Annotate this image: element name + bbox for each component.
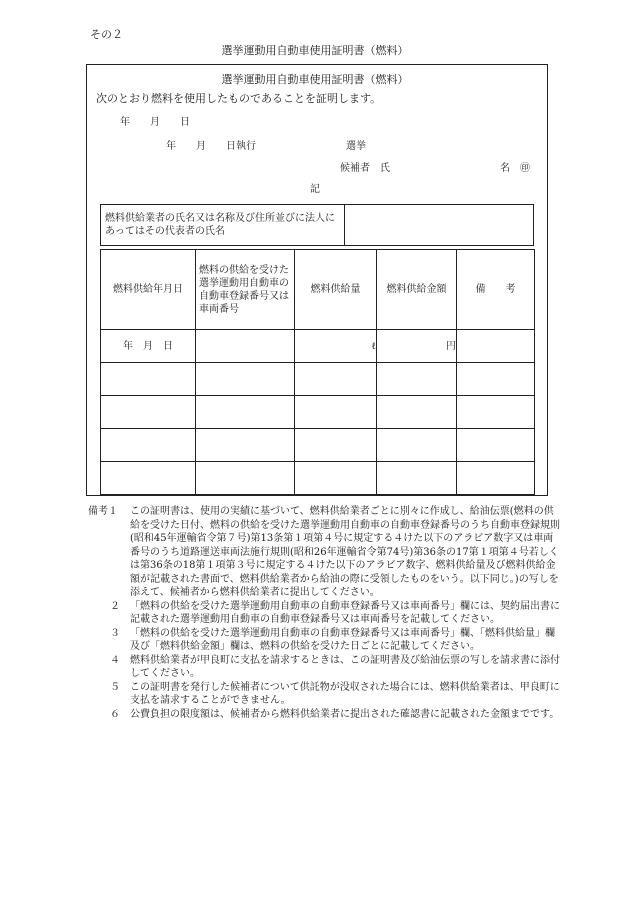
note-item: [88, 681, 560, 708]
header-fuel-amount: 燃料供給金額: [377, 250, 457, 330]
date-cell[interactable]: 年 月 日: [101, 330, 196, 363]
vehicle-cell[interactable]: [196, 396, 295, 429]
date-cell[interactable]: [101, 462, 196, 495]
supplier-table: [100, 204, 534, 246]
ki-heading: 記: [310, 184, 320, 195]
note-text: この証明書を発行した候補者について供託物が没収された場合には、燃料供給業者は、甲良町に支払を請求することができません。: [130, 681, 560, 706]
certification-statement: 次のとおり燃料を使用したものであることを証明します。: [96, 92, 382, 105]
vehicle-cell[interactable]: [196, 363, 295, 396]
note-number: 備考１: [88, 506, 118, 517]
volume-cell[interactable]: [295, 429, 377, 462]
volume-cell[interactable]: [295, 363, 377, 396]
date-cell[interactable]: [101, 396, 196, 429]
candidate-name-line: 候補者 氏 名 ㊞: [340, 163, 530, 174]
note-text: この証明書は、使用の実績に基づいて、燃料供給業者ごとに別々に作成し、給油伝票(燃料の供給を受けた日付、燃料の供給を受けた選挙運動用自動車の自動車登録番号のうち自動車登録規則(昭和45年運輸省令第７号)第13条第１項第４号に規定する４けた以下のアラビア数字又は車両番号のうち道路運送車両法施行規則(昭和26年運輸省令第74号)第36条の17第１項第４号若しくは第36条の18第１項第３号に規定する４けた以下のアラビア数字、燃料供給量及び燃料供給金額が記載された書面で、燃料供給業者から給油の際に受領したものをいう。以下同じ。)の写しを添えて、候補者から燃料供給業者に提出してください。: [130, 506, 560, 598]
date-cell[interactable]: [101, 363, 196, 396]
table-row: [101, 330, 535, 363]
note-text: 「燃料の供給を受けた選挙運動用自動車の自動車登録番号又は車両番号」欄、「燃料供給量」欄及び「燃料供給金額」欄は、燃料の供給を受けた日ごとに記載してください。: [130, 627, 555, 652]
supplier-label: 燃料供給業者の氏名又は名称及び住所並びに法人にあってはその代表者の氏名: [101, 205, 345, 246]
table-row: [101, 396, 535, 429]
vehicle-cell[interactable]: [196, 330, 295, 363]
form-number-label: その２: [90, 28, 123, 41]
note-text: 公費負担の限度額は、候補者から燃料供給業者に提出された確認書に記載された金額までです。: [130, 708, 560, 720]
header-remarks: 備 考: [457, 250, 535, 330]
remarks-cell[interactable]: [457, 462, 535, 495]
header-vehicle-number: 燃料の供給を受けた選挙運動用自動車の自動車登録番号又は車両番号: [196, 250, 295, 330]
amount-cell[interactable]: [377, 396, 457, 429]
remarks-cell[interactable]: [457, 363, 535, 396]
header-supply-date: 燃料供給年月日: [101, 250, 196, 330]
remarks-cell[interactable]: [457, 396, 535, 429]
amount-cell[interactable]: [377, 462, 457, 495]
amount-cell[interactable]: 円: [377, 330, 457, 363]
note-number: ５: [110, 681, 120, 693]
volume-cell[interactable]: [295, 396, 377, 429]
election-date-line: 年 月 日執行 選挙: [166, 141, 366, 152]
vehicle-cell[interactable]: [196, 462, 295, 495]
fuel-supply-table: [100, 249, 535, 495]
note-text: 燃料供給業者が甲良町に支払を請求するときは、この証明書及び給油伝票の写しを請求書に添付してください。: [130, 654, 560, 679]
amount-cell[interactable]: [377, 363, 457, 396]
volume-cell[interactable]: ℓ: [295, 330, 377, 363]
remarks-notes: [88, 505, 560, 721]
note-text: 「燃料の供給を受けた選挙運動用自動車の自動車登録番号又は車両番号」欄には、契約届出書に記載された選挙運動用自動車の自動車登録番号又は車両番号を記載してください。: [130, 600, 560, 625]
amount-cell[interactable]: [377, 429, 457, 462]
remarks-cell[interactable]: [457, 429, 535, 462]
table-row: [101, 462, 535, 495]
header-fuel-volume: 燃料供給量: [295, 250, 377, 330]
note-item: [88, 505, 560, 600]
note-number: ６: [110, 708, 120, 720]
note-number: ４: [110, 654, 120, 666]
note-item: [88, 654, 560, 681]
remarks-cell[interactable]: [457, 330, 535, 363]
table-row: [101, 429, 535, 462]
date-cell[interactable]: [101, 429, 196, 462]
note-item: [88, 600, 560, 627]
note-number: ３: [110, 627, 120, 639]
document-title: 選挙運動用自動車使用証明書（燃料）: [221, 44, 409, 57]
certification-date: 年 月 日: [120, 117, 190, 128]
note-item: [88, 708, 560, 722]
note-item: [88, 627, 560, 654]
certificate-title: 選挙運動用自動車使用証明書（燃料）: [221, 73, 409, 86]
vehicle-cell[interactable]: [196, 429, 295, 462]
supplier-value-cell[interactable]: [345, 205, 534, 246]
table-row: [101, 363, 535, 396]
note-number: ２: [110, 600, 120, 612]
volume-cell[interactable]: [295, 462, 377, 495]
